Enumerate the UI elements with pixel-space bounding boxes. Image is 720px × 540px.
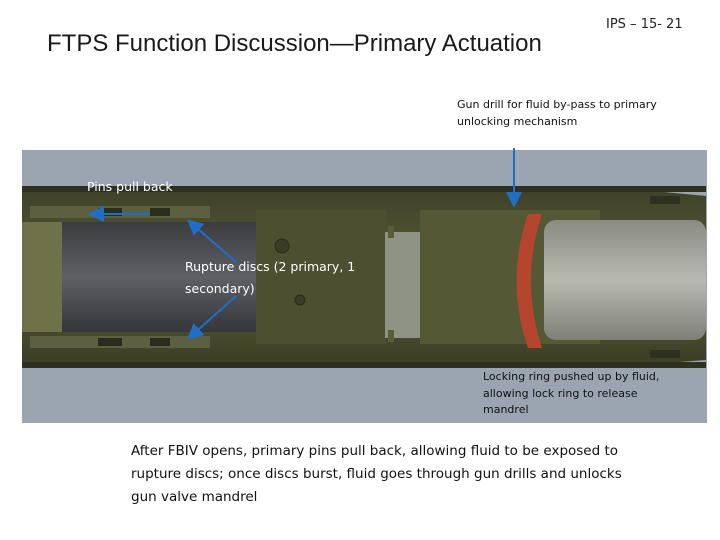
gun-valve-mandrel	[544, 220, 706, 340]
slide-title: FTPS Function Discussion—Primary Actuation	[47, 30, 542, 57]
pins-callout: Pins pull back	[87, 179, 173, 194]
locking-ring-callout: Locking ring pushed up by fluid, allowing lock ring to release mandrel	[483, 370, 660, 416]
inner-sleeve	[385, 232, 420, 338]
rupture-discs-callout: Rupture discs (2 primary, 1 secondary)	[185, 259, 356, 296]
slide-caption: After FBIV opens, primary pins pull back, allowing fluid to be exposed to rupture discs; once discs burst, fluid goes through gun drills and unlocks gun valve mandrel	[131, 443, 622, 505]
slide-number: IPS – 15- 21	[606, 17, 683, 32]
gun-drill-callout: Gun drill for fluid by-pass to primary unlocking mechanism	[457, 98, 657, 128]
